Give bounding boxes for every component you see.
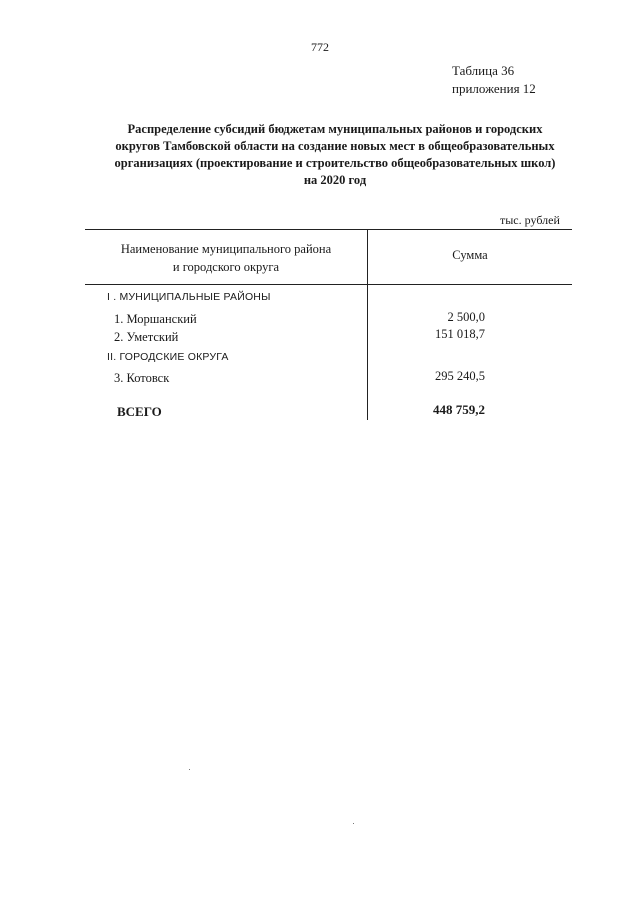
row-name: 2. Уметский bbox=[114, 330, 179, 344]
table-top-rule bbox=[85, 229, 572, 230]
scan-speck bbox=[353, 823, 354, 824]
row-name: 3. Котовск bbox=[114, 371, 170, 385]
page-number: 772 bbox=[311, 40, 329, 54]
column-header-name bbox=[95, 240, 357, 276]
row-name: 1. Моршанский bbox=[114, 312, 197, 326]
appendix-reference: приложения 12 bbox=[452, 81, 536, 96]
table-header-rule bbox=[85, 284, 572, 285]
column-header-name-line: и городского округа bbox=[172, 260, 280, 274]
title-line: Распределение субсидий бюджетам муниципальных районов и городских bbox=[127, 122, 543, 136]
row-value: 151 018,7 bbox=[435, 327, 485, 341]
table-reference bbox=[452, 62, 536, 98]
total-value: 448 759,2 bbox=[433, 402, 485, 417]
section-title-city-districts: II. ГОРОДСКИЕ ОКРУГА bbox=[107, 351, 229, 363]
title-line: на 2020 год bbox=[303, 173, 367, 187]
title-line: организациях (проектирование и строительство общеобразовательных школ) bbox=[114, 156, 556, 170]
scan-speck bbox=[189, 769, 190, 770]
column-header-name-line: Наименование муниципального района bbox=[120, 242, 332, 256]
units-label: тыс. рублей bbox=[500, 213, 560, 227]
row-value: 295 240,5 bbox=[435, 369, 485, 383]
total-label: ВСЕГО bbox=[117, 404, 162, 419]
row-value: 2 500,0 bbox=[447, 310, 485, 324]
title-line: округов Тамбовской области на создание новых мест в общеобразовательных bbox=[115, 139, 555, 153]
column-header-sum: Сумма bbox=[452, 248, 488, 262]
section-title-districts: I . МУНИЦИПАЛЬНЫЕ РАЙОНЫ bbox=[107, 291, 271, 303]
table-number: Таблица 36 bbox=[452, 63, 515, 78]
document-title bbox=[100, 121, 570, 189]
